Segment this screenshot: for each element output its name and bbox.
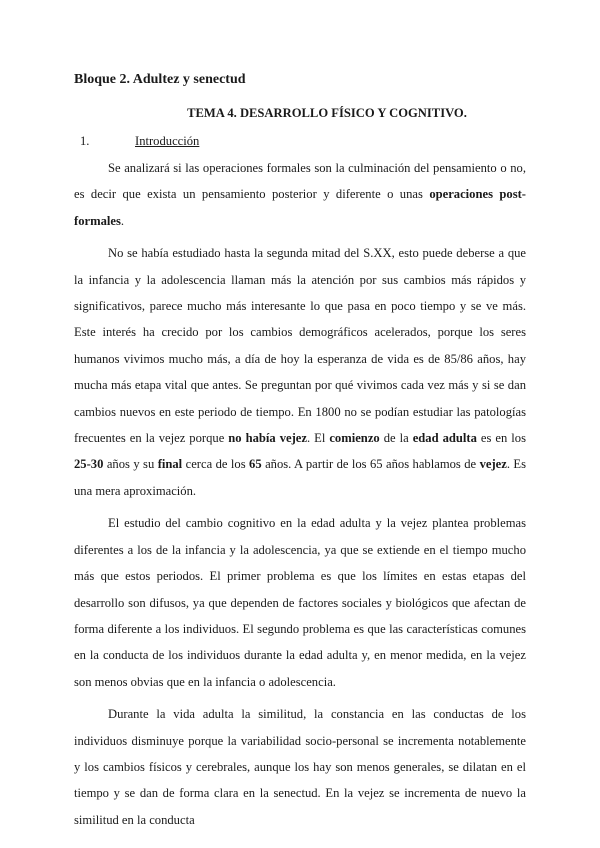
p2-text-6: cerca de los — [182, 457, 250, 472]
section-number: 1. — [80, 134, 90, 148]
section-heading — [80, 134, 199, 149]
p2-text-1: No se había estudiado hasta la segunda mitad del S.XX, esto puede deberse a que la infancia y la adolescencia llaman más la atención por sus cambios más rápidos y significativos, parece mucho más interesante lo que pasa en poco tiempo y se ve más. Este interés ha crecido por los cambios demográficos acelerados, porque los seres humanos vivimos mucho más, a día de hoy la esperanza de vida es de 85/86 años, hay mucha más etapa vital que antes. Se preguntan por qué vivimos cada vez más y si se dan cambios nuevos en este periodo de tiempo. En 1800 no se podían estudiar las patologías frecuentes en la vejez porque — [74, 246, 526, 446]
p2-bold-5: final — [157, 457, 183, 472]
p2-bold-6: 65 — [249, 457, 262, 472]
p2-text-4: es en los — [476, 431, 527, 446]
paragraph-3 — [74, 510, 526, 695]
paragraph-1 — [74, 155, 526, 234]
document-body — [74, 155, 526, 839]
p2-text-8: . Es una mera aproximación. — [74, 457, 526, 498]
topic-title: TEMA 4. DESARROLLO FÍSICO Y COGNITIVO. — [187, 106, 467, 120]
p2-text-5: años y su — [103, 457, 158, 472]
p2-bold-7: vejez — [479, 457, 507, 472]
section-label: Introducción — [135, 134, 200, 148]
block-title: Bloque 2. Adultez y senectud — [74, 72, 246, 87]
p4-text-1: Durante la vida adulta la similitud, la constancia en las conductas de los individuos disminuye porque la variabilidad socio-personal se incrementa notablemente y los cambios físicos y cerebrales, aunque los hay son menos generales, se dilatan en el tiempo y se dan de forma clara en la senectud. En la vejez se incrementa de nuevo la similitud en la conducta — [74, 707, 526, 827]
paragraph-4 — [74, 701, 526, 833]
paragraph-2 — [74, 240, 526, 504]
p1-text-1: Se analizará si las operaciones formales son la culminación del pensamiento o no, es decir que exista un pensamiento posterior y diferente o unas — [74, 161, 526, 202]
p2-bold-1: no había vejez — [228, 431, 307, 446]
p2-bold-3: edad adulta — [412, 431, 477, 446]
p2-text-3: de la — [379, 431, 413, 446]
p2-text-2: . El — [306, 431, 330, 446]
p2-text-7: años. A partir de los 65 años hablamos de — [261, 457, 480, 472]
p1-bold-1: operaciones post-formales — [74, 187, 526, 228]
p3-text-1: El estudio del cambio cognitivo en la edad adulta y la vejez plantea problemas diferentes a los de la infancia y la adolescencia, ya que se extiende en el tiempo mucho más que estos periodos. El primer problema es que los límites en estas etapas del desarrollo son difusos, ya que dependen de factores sociales y biológicos que afectan de forma diferente a los individuos. El segundo problema es que las características comunes en la conducta de los individuos durante la edad adulta y, en menor medida, en la vejez son menos obvias que en la infancia o adolescencia. — [74, 516, 526, 689]
p1-text-2: . — [120, 213, 125, 228]
p2-bold-2: comienzo — [329, 431, 380, 446]
p2-bold-4: 25-30 — [74, 457, 104, 472]
